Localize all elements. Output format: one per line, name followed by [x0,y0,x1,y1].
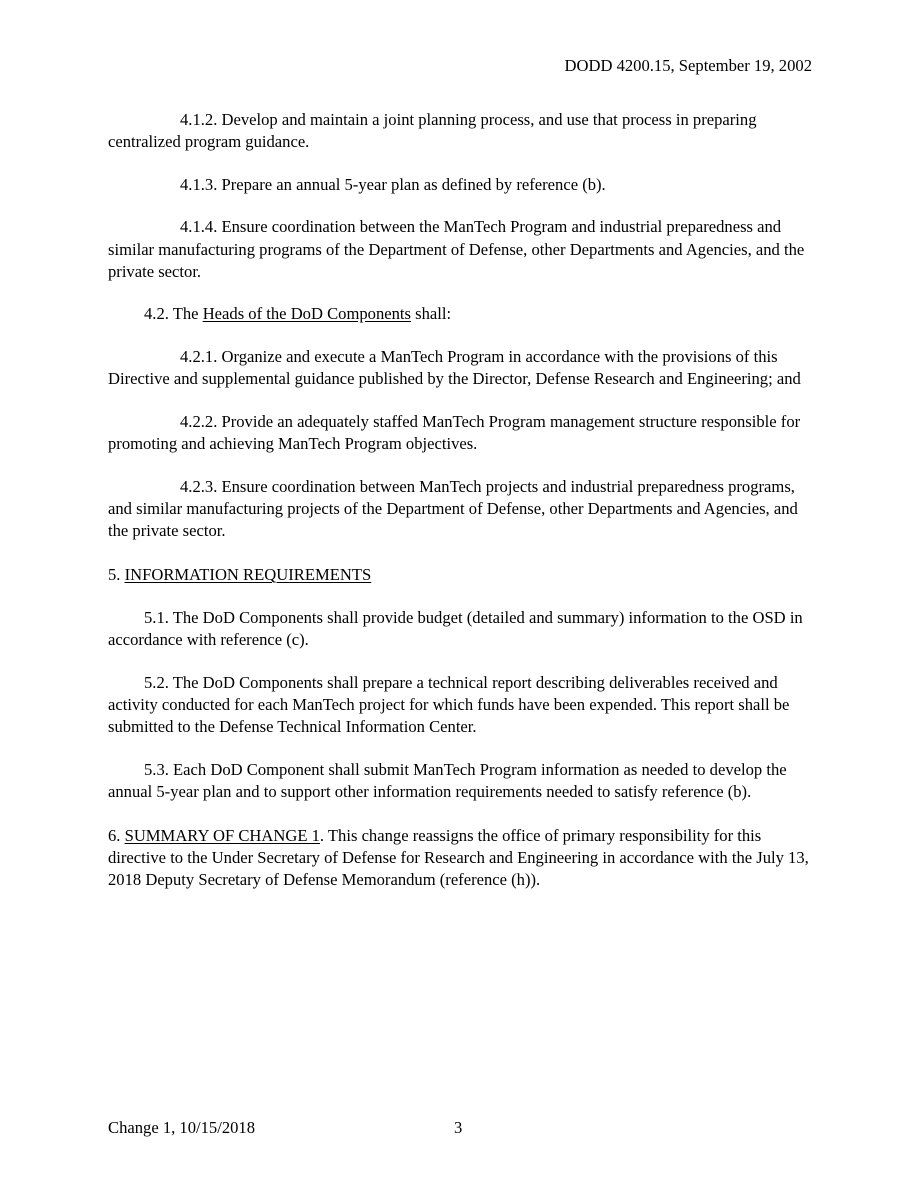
paragraph-4-2-suffix: shall: [411,304,452,324]
paragraph-4-1-2: 4.1.2. Develop and maintain a joint planning process, and use that process in preparing centralized program guidance. [108,110,757,152]
paragraph-5-1: 5.1. The DoD Components shall provide budget (detailed and summary) information to the OSD in accordance with reference (c). [108,607,803,649]
paragraph-4-1-4: 4.1.4. Ensure coordination between the ManTech Program and industrial preparedness and similar manufacturing programs of the Department of Defense, other Departments and Agencies, and the private sector. [108,217,805,281]
paragraph-4-1-3: 4.1.3. Prepare an annual 5-year plan as defined by reference (b). [180,174,606,194]
paragraph-4-2-1: 4.2.1. Organize and execute a ManTech Program in accordance with the provisions of this Directive and supplemental guidance published by the Director, Defense Research and Engineering; and [108,346,801,389]
heads-of-dod-components-term: Heads of the DoD Components [202,304,412,324]
section-5-title: INFORMATION REQUIREMENTS [124,565,372,585]
page-number: 3 [454,1118,463,1137]
change-footer: Change 1, 10/15/2018 [108,1118,256,1137]
section-6-summary-of-change [108,825,816,892]
section-5-heading [108,564,816,586]
paragraph-4-2 [108,303,816,325]
document-body [108,109,816,912]
paragraph-5-3: 5.3. Each DoD Component shall submit ManTech Program information as needed to develop the annual 5-year plan and to support other information requirements needed to satisfy reference (b). [108,759,787,801]
paragraph-4-2-prefix: 4.2. The [144,304,203,324]
document-reference-header: DODD 4200.15, September 19, 2002 [564,56,812,75]
section-5-number: 5. [108,565,125,585]
paragraph-4-2-2: 4.2.2. Provide an adequately staffed ManTech Program management structure responsible for promoting and achieving ManTech Program objectives. [108,411,801,453]
section-6-number: 6. [108,825,125,845]
paragraph-5-2: 5.2. The DoD Components shall prepare a technical report describing deliverables received and activity conducted for each ManTech project for which funds have been expended. This report shall be submitted to the Defense Technical Information Center. [108,672,790,736]
section-6-title: SUMMARY OF CHANGE 1 [124,825,320,845]
paragraph-4-2-3: 4.2.3. Ensure coordination between ManTech projects and industrial preparedness programs, and similar manufacturing projects of the Department of Defense, other Departments and Agencies, and the private sector. [108,476,798,540]
section-6-text: . This change reassigns the office of primary responsibility for this directive to the Under Secretary of Defense for Research and Engineering in accordance with the July 13, 2018 Deputy Secretary of Defense Memorandum (reference (h)). [108,825,809,890]
